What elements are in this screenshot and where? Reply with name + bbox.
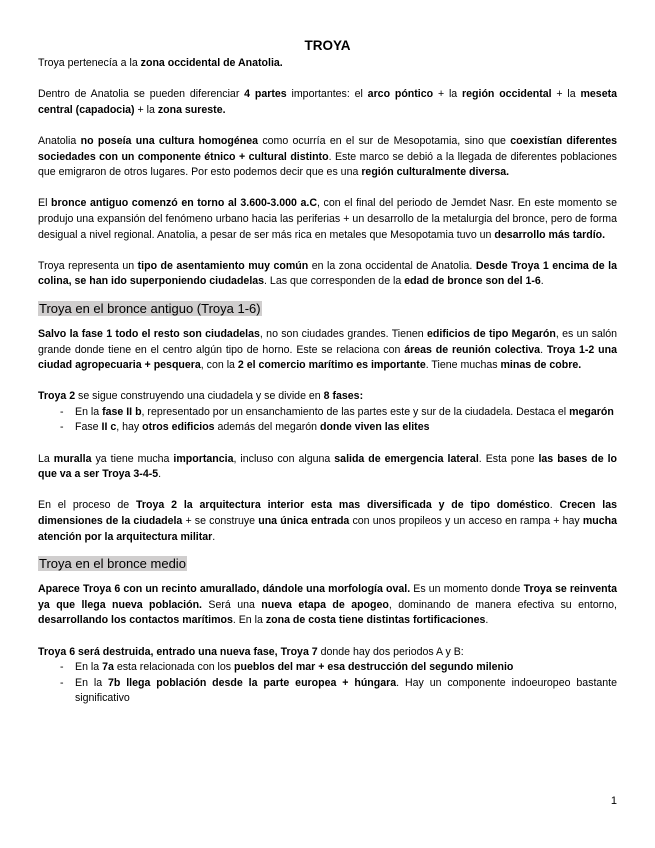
intro-paragraph-2: Dentro de Anatolia se pueden diferenciar 4 partes importantes: el arco póntico + la región occidental + la meseta central (capadocia) + la zona sureste. <box>38 88 618 116</box>
page-number: 1 <box>610 795 617 807</box>
list-item: - Fase II c, hay otros edificios además del megarón donde viven las elites <box>60 420 617 436</box>
list-item: - En la 7b llega población desde la parte europea + húngara. Hay un componente indoeuropeo bastante significativo <box>60 676 617 707</box>
document-title: TROYA <box>304 38 351 53</box>
intro-paragraph-5: Troya representa un tipo de asentamiento muy común en la zona occidental de Anatolia. Desde Troya 1 encima de la colina, se han ido superponiendo ciudadelas. Las que corresponden de la edad de bronce son del 1-6. <box>38 259 617 288</box>
document-page <box>38 38 617 707</box>
intro-paragraph-1: Troya pertenecía a la zona occidental de Anatolia. <box>38 57 283 69</box>
section1-paragraph-3: La muralla ya tiene mucha importancia, incluso con alguna salida de emergencia lateral. Esta pone las bases de lo que va a ser Troya 3-4-5. <box>38 452 617 481</box>
phase-list <box>38 405 617 436</box>
section-heading-bronce-medio: Troya en el bronce medio <box>39 556 186 572</box>
list-item: - En la 7a esta relacionada con los pueblos del mar + esa destrucción del segundo milenio <box>60 660 617 676</box>
section2-paragraph-1: Aparece Troya 6 con un recinto amurallado, dándole una morfología oval. Es un momento donde Troya se reinventa ya que llega nueva población. Será una nueva etapa de apogeo, dominando de manera efectiva su entorno, desarrollando los contactos marítimos. En la zona de costa tiene distintas fortificaciones. <box>38 583 617 627</box>
section1-paragraph-4: En el proceso de Troya 2 la arquitectura interior esta mas diversificada y de tipo doméstico. Crecen las dimensiones de la ciudadela + se construye una única entrada con unos propileos y un acceso en rampa + hay mucha atención por la arquitectura militar. <box>38 499 617 543</box>
list-item: - En la fase II b, representado por un ensanchamiento de las partes este y sur de la ciudadela. Destaca el megarón <box>60 405 617 421</box>
intro-paragraph-3: Anatolia no poseía una cultura homogénea como ocurría en el sur de Mesopotamia, sino que coexistían diferentes sociedades con un componente étnico + cultural distinto. Este marco se debió a la llegada de diferentes poblaciones que emigraron de otros lugares. Por esto podemos decir que es una región culturalmente diversa. <box>38 134 617 179</box>
section2-paragraph-2: Troya 6 será destruida, entrado una nueva fase, Troya 7 donde hay dos periodos A y B: <box>38 645 464 658</box>
section-heading-bronce-antiguo: Troya en el bronce antiguo (Troya 1-6) <box>39 300 261 316</box>
section1-paragraph-2: Troya 2 se sigue construyendo una ciudadela y se divide en 8 fases: <box>38 390 364 403</box>
intro-paragraph-4: El bronce antiguo comenzó en torno al 3.600-3.000 a.C, con el final del periodo de Jemdet Nasr. En este momento se produjo una expansión del fenómeno urbano hacia las periferias + un desarrollo de la metalurgia del bronce, pero de forma desigual a nivel regional. Anatolia, a pesar de ser más rica en metales que Mesopotamia tuvo un desarrollo más tardío. <box>38 197 617 241</box>
section1-paragraph-1: Salvo la fase 1 todo el resto son ciudadelas, no son ciudades grandes. Tienen edificios de tipo Megarón, es un salón grande donde tiene en el centro algún tipo de horno. Este se relaciona con áreas de reunión colectiva. Troya 1-2 una ciudad agropecuaria + pesquera, con la 2 el comercio marítimo es importante. Tiene muchas minas de cobre. <box>38 327 618 372</box>
period-list <box>38 660 617 707</box>
